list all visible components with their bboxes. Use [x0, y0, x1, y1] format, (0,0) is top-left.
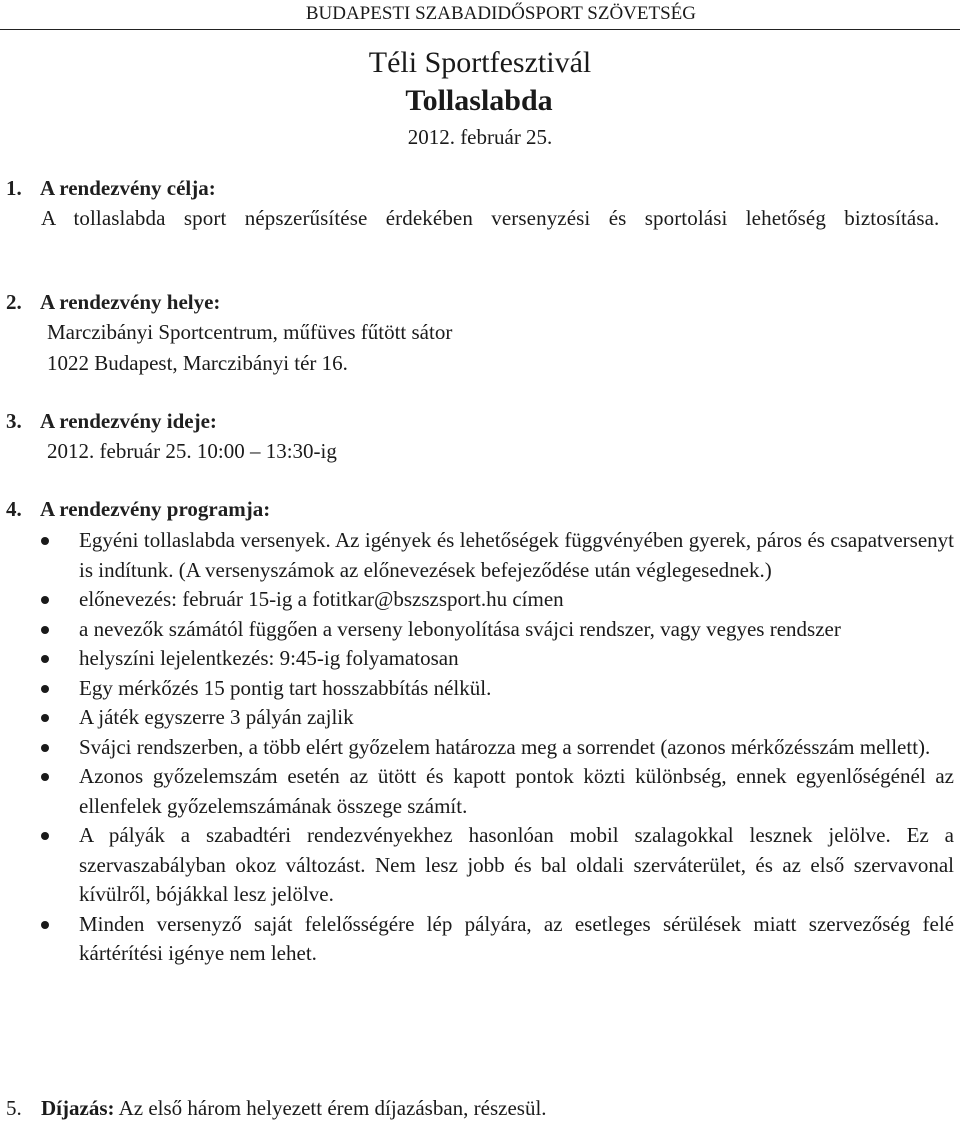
section-title: Díjazás: [41, 1096, 115, 1120]
section-heading [6, 1093, 954, 1123]
bullet-icon [41, 744, 49, 752]
section-purpose [6, 173, 954, 233]
event-title: Téli Sportfesztivál [368, 46, 592, 79]
list-item: helyszíni lejelentkezés: 9:45-ig folyamatosan [0, 644, 960, 674]
venue-name: Marczibányi Sportcentrum, műfüves fűtött sátor [47, 320, 453, 344]
section-number: 2. [6, 290, 22, 314]
section-title: A rendezvény célja: [40, 176, 216, 200]
section-venue [6, 287, 954, 379]
event-time: 2012. február 25. 10:00 – 13:30-ig [47, 439, 337, 463]
bullet-icon [41, 626, 49, 634]
section-heading [6, 173, 954, 203]
sport-title: Tollaslabda [405, 84, 553, 117]
bullet-icon [41, 714, 49, 722]
section-body [47, 317, 954, 379]
bullet-icon [41, 655, 49, 663]
section-time [6, 406, 954, 467]
section-title: A rendezvény helye: [40, 290, 221, 314]
bullet-icon [41, 685, 49, 693]
section-number: 3. [6, 409, 22, 433]
section-awards [6, 1093, 954, 1123]
section-title: A rendezvény programja: [40, 497, 271, 521]
list-item: előnevezés: február 15-ig a fotitkar@bszszsport.hu címen [0, 585, 960, 615]
section-heading [6, 406, 954, 436]
purpose-text: A tollaslabda sport népszerűsítése érdekében versenyzési és sportolási lehetőség biztosítása. [41, 206, 940, 230]
section-number: 1. [6, 176, 22, 200]
header-divider [0, 29, 960, 30]
organization-header: BUDAPESTI SZABADIDŐSPORT SZÖVETSÉG [305, 3, 696, 24]
program-list [0, 526, 960, 969]
section-heading [6, 287, 954, 317]
event-date: 2012. február 25. [407, 125, 553, 149]
section-number: 5. [6, 1096, 22, 1120]
list-item: a nevezők számától függően a verseny lebonyolítása svájci rendszer, vagy vegyes rendszer [0, 615, 960, 645]
list-item: Egyéni tollaslabda versenyek. Az igények és lehetőségek függvényében gyerek, páros és csapatversenyt is indítunk. (A versenyszámok az előnevezések befejeződése után véglegesednek.) [0, 526, 960, 585]
list-item: Egy mérkőzés 15 pontig tart hosszabbítás nélkül. [0, 674, 960, 704]
list-item: Minden versenyző saját felelősségére lép pályára, az esetleges sérülések miatt szervezőség felé kártérítési igénye nem lehet. [0, 910, 960, 969]
section-title: A rendezvény ideje: [40, 409, 217, 433]
section-program [6, 494, 954, 524]
bullet-icon [41, 832, 49, 840]
bullet-icon [41, 921, 49, 929]
awards-text: Az első három helyezett érem díjazásban, részesül. [118, 1096, 547, 1120]
list-item: Azonos győzelemszám esetén az ütött és kapott pontok közti különbség, ennek egyenlőségénél az ellenfelek győzelemszámának összege számít. [0, 762, 960, 821]
bullet-icon [41, 596, 49, 604]
bullet-icon [41, 537, 49, 545]
section-body [41, 203, 954, 233]
bullet-icon [41, 773, 49, 781]
venue-address: 1022 Budapest, Marczibányi tér 16. [47, 351, 348, 375]
title-block [0, 44, 960, 154]
section-number: 4. [6, 497, 22, 521]
list-item: A játék egyszerre 3 pályán zajlik [0, 703, 960, 733]
list-item: A pályák a szabadtéri rendezvényekhez hasonlóan mobil szalagokkal lesznek jelölve. Ez a szervaszabályban okoz változást. Nem lesz jobb és bal oldali szerváterület, és az első szervavonal kívülről, bójákkal lesz jelölve. [0, 821, 960, 910]
section-heading [6, 494, 954, 524]
section-body [47, 436, 954, 467]
list-item: Svájci rendszerben, a több elért győzelem határozza meg a sorrendet (azonos mérkőzésszám mellett). [0, 733, 960, 763]
